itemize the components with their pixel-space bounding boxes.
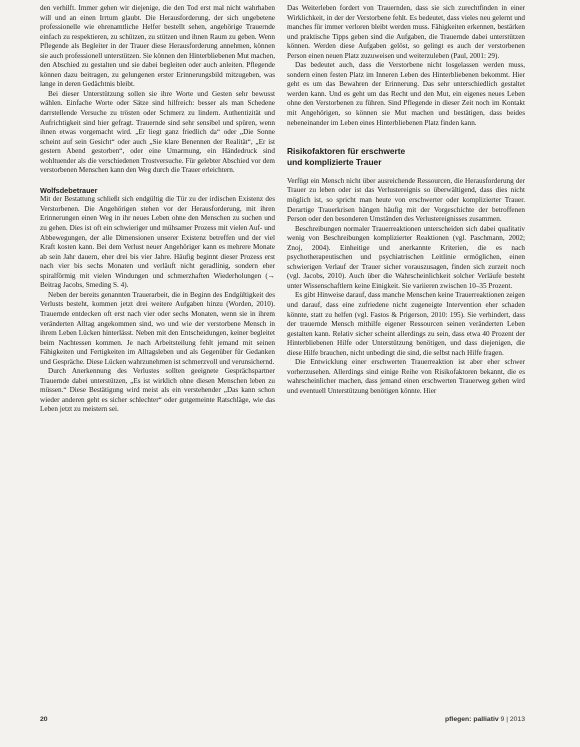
right-column xyxy=(287,4,525,704)
body-paragraph: Es gibt Hinweise darauf, dass manche Menschen keine Trauerreaktionen zeigen und darauf, dass eine zufriedene nicht zugeneigte Intervention eher schaden könnte, statt zu helfen (vgl. Fastos & Prigerson, 2010: 195). Sie verhindert, dass der trauernde Mensch mithilfe eigener Ressourcen seinen veränderten Leben gestalten kann. Relativ sicher scheint allerdings zu sein, dass etwa 40 Prozent der Hinterbliebenen Hilfe oder Unterstützung benötigen, und dass diejenigen, die diese Hilfe brauchen, nicht unbedingt die sind, die selbst nach Hilfe fragen. xyxy=(287,291,525,357)
body-paragraph: Das Weiterleben fordert von Trauernden, dass sie sich zurechtfinden in einer Wirklichkeit, in der der Verstorbene fehlt. Es bedeutet, dass vieles neu gelernt und manches für immer verloren bleibt werden muss. Fähigkeiten erkennen, bestärken und praktische Tipps geben sind die Aufgaben, die Trauernde dabei unterstützen können. Werden diese Aufgaben gelöst, so gelingt es auch der verstorbenen Person einen neuen Platz zuzuweisen und weiterzuleben (Paul, 2001: 29). xyxy=(287,4,525,60)
body-paragraph: Verfügt ein Mensch nicht über ausreichende Ressourcen, die Herausforderung der Trauer zu leben oder ist das Verlustereignis so überwältigend, dass dies nicht möglich ist, so spricht man heute von erschwerter oder komplizierter Trauer. Derartige Trauerkrisen hängen häufig mit der Vorgeschichte der betroffenen Person oder den besonderen Umständen des Verlustereignisses zusammen. xyxy=(287,176,525,224)
journal-name: pflegen: palliativ xyxy=(445,716,499,723)
journal-issue: 9 | 2013 xyxy=(500,716,525,723)
left-column xyxy=(40,4,275,704)
body-paragraph: Die Entwicklung einer erschwerten Trauerreaktion ist aber eher schwer vorherzusehen. Allerdings sind einige Reihe von Risikofaktoren bekannt, die es wahrscheinlicher machen, dass jemand einen erschwerten Trauerweg gehen wird und eventuell Unterstützung benötigen könnte. Hier xyxy=(287,358,525,395)
journal-credit xyxy=(445,716,525,723)
section-heading-line: und komplizierte Trauer xyxy=(287,156,382,167)
body-paragraph: Beschreibungen normaler Trauerreaktionen unterscheiden sich dabei qualitativ wenig von Beschreibungen komplizierter Reaktionen (vgl. Paschmann, 2002; Znoj, 2004). Einheitige und anerkannte Kriterien, die es nach psychotherapeutischen und psychiatrischen Leitlinie ermöglichen, einen schwierigen Verlauf der Trauer sicher vorauszusagen, finden sich zurzeit noch (vgl. Jacobs, 2010). Auch über die Wahrscheinlichkeit solcher Verläufe besteht unter Wissenschaftlern keine Einigkeit. Sie variieren zwischen 10–35 Prozent. xyxy=(287,224,525,290)
body-paragraph: Das bedeutet auch, dass die Verstorbene nicht losgelassen werden muss, sondern einen festen Platz im Inneren Leben des Hinterbliebenen bekommt. Hier geht es um das Bewahren der Erinnerung. Das sehr unterschiedlich gestaltet werden kann. Und es geht um das Recht und den Mut, ein eigenes neues Leben ohne den Verstorbenen zu führen. Sind Pflegende in dieser Zeit noch im Kontakt mit Angehörigen, so können sie Mut machen und bestätigen, dass beides nebeneinander im Leben eines Hinterbliebenen Platz finden kann. xyxy=(287,61,525,127)
page-number: 20 xyxy=(40,716,48,723)
body-paragraph: Neben der bereits genannten Trauerarbeit, die in Beginn des Endgültigkeit des Verlusts besteht, kommen jetzt drei weitere Aufgaben hinzu (Worden, 2010). Trauernde entdecken oft erst nach vier oder sechs Monaten, wenn sie in ihrem veränderten Alltag angekommen sind, wo und wie der verstorbene Mensch in ihrem Leben Lücken hinterlässt. Neben mit den Entscheidungen, keiner begleitet beim Nachtessen kommen. Je nach Arbeitsteilung fehlt jemand mit seinen Fähigkeiten und Fertigkeiten im Alltagsleben und als Gegenüber für Gedanken und Gespräche. Diese Lücken wahrzunehmen ist schmerzvoll und verunsichernd. xyxy=(40,290,275,366)
subheading: Wolfsdebetrauer xyxy=(40,185,98,195)
body-paragraph: Bei dieser Unterstützung sollen sie ihre Worte und Gesten sehr bewusst wählen. Einfache Worte oder Sätze sind hilfreich: besser als man Schedene darrstellende Versuche zu trösten oder Schmerz zu lindern. Authentizität und Aufrichtigkeit sind hier gefragt. Trauernde sind sehr sensibel und spüren, wenn ihnen etwas vorgemacht wird. „Er liegt ganz friedlich da“ oder „Die Sonne scheint auf sein Gesicht“ oder auch „Sie klare Benennen der Realität“, „Er ist gestern Abend gestorben“, oder eine Umarmung, ein Händedruck sind wohltuender als die verschiedenen Trostversuche. Für gelebter Abschied vor dem verstorbenen Menschen kann den Weg durch die Trauer erleichtern. xyxy=(40,89,275,175)
body-paragraph: Durch Anerkennung des Verlustes sollten geeignete Gesprächspartner Trauernde dabei unterstützen, „Es ist wirklich ohne diesen Menschen leben zu müssen.“ Diese Bestätigung wird meist als ein verstehender „Das kann schon wieder anderen geht es sicher schlechter“ oder gutgemeinte Ratschläge, wie das Leben jetzt zu meistern sei. xyxy=(40,367,275,414)
section-heading xyxy=(287,146,525,167)
body-paragraph: den verhilft. Immer gehen wir diejenige, die den Tod erst mal nicht wahrhaben will und an einen Irrtum glaubt. Die Herausforderung, der sich ungebetene professionelle wie ehrenamtliche Helfer bestellt sehen, angehörige Trauernde einfach zu respektieren, zu schützen, zu stützen und ihnen Raum zu geben. Wenn Pflegende als Begleiter in der Trauer diese Herausforderung annehmen, können sie auch professionell unterstützen. Sie können den Hinterbliebenen Mut machen, den Abschied zu gestalten und sie dabei begleiten oder auch anleiten. Pflegende können dazu beitragen, zu gelungenen erster Erinnerungsbild mitzugeben, was lange in deren Gedächtnis bleibt. xyxy=(40,4,275,89)
page-footer xyxy=(40,716,525,728)
section-heading-line: Risikofaktoren für erschwerte xyxy=(287,146,406,157)
body-paragraph: Mit der Bestattung schließt sich endgültig die Tür zu der irdischen Existenz des Verstorbenen. Die Angehörigen stehen vor der Herausforderung, mit ihren Erinnerungen einen Weg in ihr neues Leben ohne den Menschen zu suchen und zu gehen. Dies ist oft ein schwieriger und mühsamer Prozess mit vielen Auf- und Abbewegungen, der alle Dimensionen unserer Existenz betreffen und der viel Kraft kosten kann. Bei dem Verlust neuer Angehöriger kann es mehrere Monate ab sein Jahr dauern, eher drei bis vier Jahre. Häufig beginnt dieser Prozess erst nach vier bis sechs Monaten und verläuft nicht geradlinig, sondern eher spiralförmig mit vielen Windungen und schmerzhaften Wiederholungen (→ Beitrag Jacobs, Smeding S. 4). xyxy=(40,195,275,290)
